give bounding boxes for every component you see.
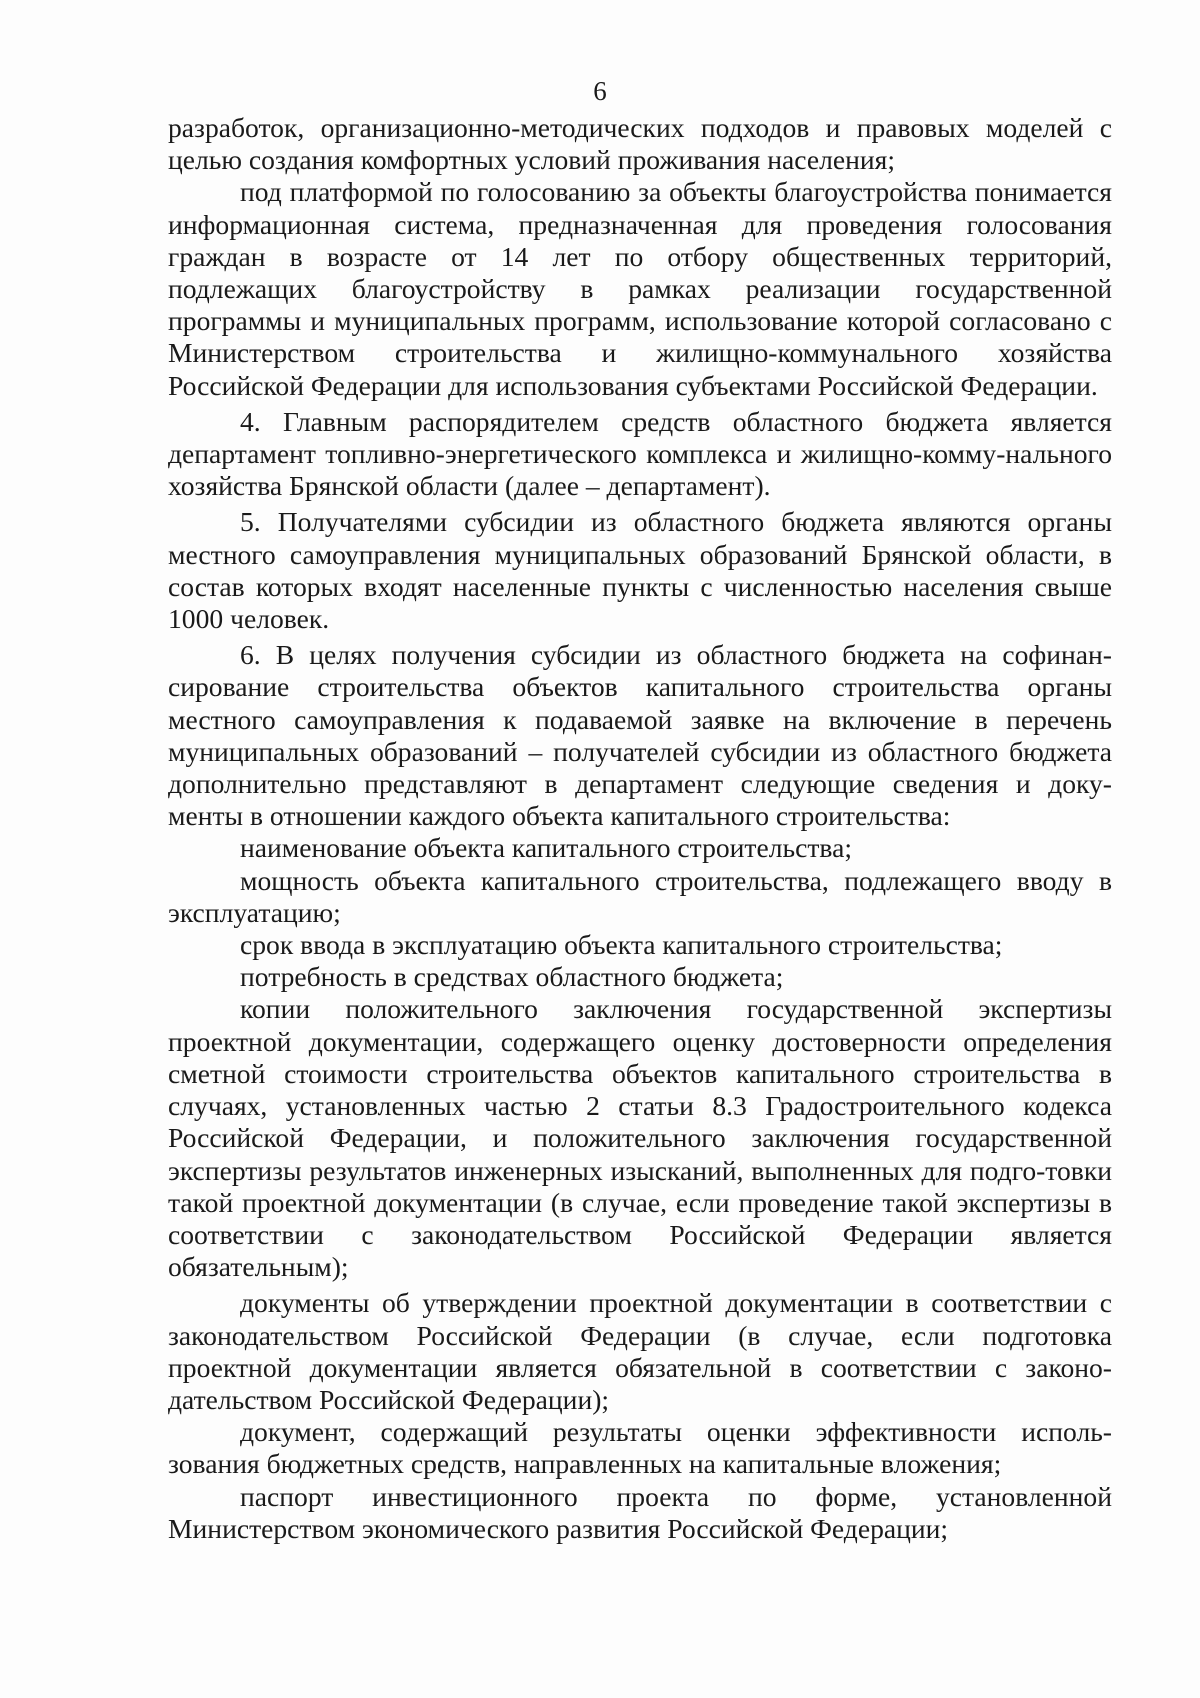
list-item-efficiency-assessment: документ, содержащий результаты оценки эффективности исполь-зования бюджетных средств, направленных на капитальные вложения; [168, 1416, 1112, 1480]
list-item-approval-documents: документы об утверждении проектной документации в соответствии с законодательством Российской Федерации (в случае, если подготовка проектной документации является обязательной в соответствии с законо-дательством Российской Федерации); [168, 1287, 1112, 1415]
list-item-investment-passport: паспорт инвестиционного проекта по форме, установленной Министерством экономического развития Российской Федерации; [168, 1480, 1112, 1544]
page-number: 6 [593, 76, 607, 106]
document-body [168, 112, 1112, 1545]
paragraph-item-5: 5. Получателями субсидии из областного бюджета являются органы местного самоуправления муниципальных образований Брянской области, в состав которых входят населенные пункты с численностью населения свыше 1000 человек. [168, 506, 1112, 635]
list-item-object-name: наименование объекта капитального строительства; [240, 832, 852, 864]
list-item-object-capacity: мощность объекта капитального строительства, подлежащего вводу в эксплуатацию; [168, 864, 1112, 928]
list-item-expertise-copies: копии положительного заключения государственной экспертизы проектной документации, содержащего оценку достоверности определения сметной стоимости строительства объектов капитального строительства в случаях, установленных частью 2 статьи 8.3 Градостроительного кодекса Российской Федерации, и положительного заключения государственной экспертизы результатов инженерных изысканий, выполненных для подго-товки такой проектной документации (в случае, если проведение такой экспертизы в соответствии с законодательством Российской Федерации является обязательным); [168, 993, 1112, 1283]
list-item-budget-need: потребность в средствах областного бюджета; [240, 961, 784, 993]
paragraph-continuation: разработок, организационно-методических подходов и правовых моделей с целью создания комфортных условий проживания населения; [168, 112, 1112, 176]
paragraph-item-4: 4. Главным распорядителем средств областного бюджета является департамент топливно-энергетического комплекса и жилищно-комму-нального хозяйства Брянской области (далее – департамент). [168, 405, 1112, 502]
paragraph-item-6: 6. В целях получения субсидии из областного бюджета на софинан-сирование строительства объектов капитального строительства органы местного самоуправления к подаваемой заявке на включение в перечень муниципальных образований – получателей субсидии из областного бюджета дополнительно представляют в департамент следующие сведения и доку-менты в отношении каждого объекта капитального строительства: [168, 639, 1112, 832]
paragraph-voting-platform-definition: под платформой по голосованию за объекты благоустройства понимается информационная система, предназначенная для проведения голосования граждан в возрасте от 14 лет по отбору общественных территорий, подлежащих благоустройству в рамках реализации государственной программы и муниципальных программ, использование которой согласовано с Министерством строительства и жилищно-коммунального хозяйства Российской Федерации для использования субъектами Российской Федерации. [168, 176, 1112, 401]
list-item-commissioning-date: срок ввода в эксплуатацию объекта капитального строительства; [240, 929, 1003, 961]
